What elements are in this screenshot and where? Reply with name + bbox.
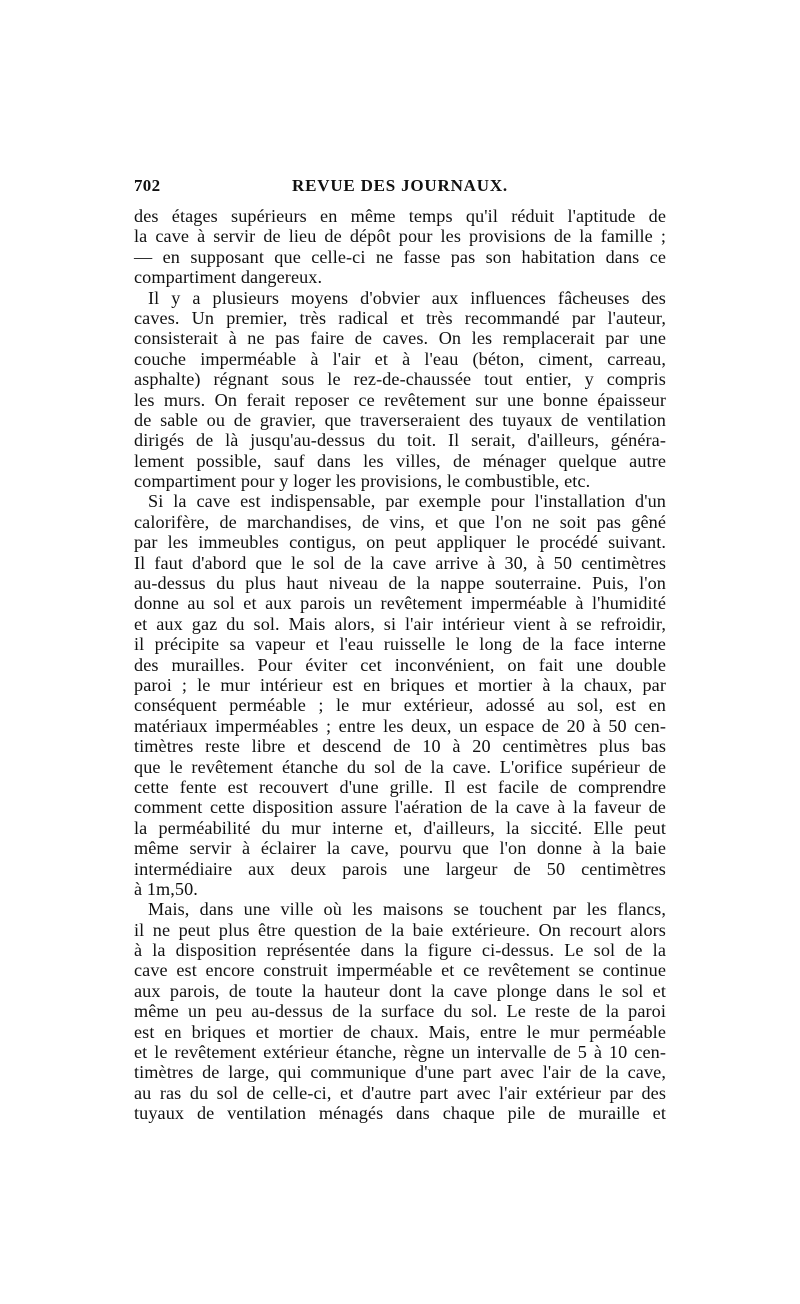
text-line: et aux gaz du sol. Mais alors, si l'air intérieur vient à se refroidir, xyxy=(134,613,666,634)
text-line: au-dessus du plus haut niveau de la nappe souterraine. Puis, l'on xyxy=(134,573,666,594)
text-line: Il faut d'abord que le sol de la cave arrive à 30, à 50 centimètres xyxy=(134,552,666,573)
text-line: timètres de large, qui communique d'une part avec l'air de la cave, xyxy=(134,1062,666,1083)
page-header xyxy=(134,176,666,200)
running-title: REVUE DES JOURNAUX. xyxy=(292,176,508,195)
text-line: cave est encore construit imperméable et ce revêtement se continue xyxy=(134,960,666,981)
text-line: que le revêtement étanche du sol de la cave. L'orifice supérieur de xyxy=(134,756,666,777)
text-line: caves. Un premier, très radical et très recommandé par l'auteur, xyxy=(134,307,666,328)
text-line: paroi ; le mur intérieur est en briques et mortier à la chaux, par xyxy=(134,674,666,695)
text-line: de sable ou de gravier, que traverseraient des tuyaux de ventilation xyxy=(134,409,666,430)
text-line: il précipite sa vapeur et l'eau ruisselle le long de la face interne xyxy=(134,634,666,655)
text-line: à 1m,50. xyxy=(134,878,198,899)
text-line: compartiment pour y loger les provisions, le combustible, etc. xyxy=(134,471,591,492)
text-line: Si la cave est indispensable, par exemple pour l'installation d'un xyxy=(148,491,666,512)
text-line: donne au sol et aux parois un revêtement imperméable à l'humidité xyxy=(134,593,666,614)
text-line: et le revêtement extérieur étanche, règne un intervalle de 5 à 10 cen- xyxy=(134,1042,666,1063)
text-line: il ne peut plus être question de la baie extérieure. On recourt alors xyxy=(134,919,666,940)
text-line: couche imperméable à l'air et à l'eau (béton, ciment, carreau, xyxy=(134,348,666,369)
article-body xyxy=(134,206,666,1124)
text-line: matériaux imperméables ; entre les deux, un espace de 20 à 50 cen- xyxy=(134,715,666,736)
text-line: même un peu au-dessus de la surface du sol. Le reste de la paroi xyxy=(134,1001,666,1022)
text-line: aux parois, de toute la hauteur dont la cave plonge dans le sol et xyxy=(134,980,666,1001)
text-line: à la disposition représentée dans la figure ci-dessus. Le sol de la xyxy=(134,940,666,961)
text-line: intermédiaire aux deux parois une largeur de 50 centimètres xyxy=(134,858,666,879)
text-line: conséquent perméable ; le mur extérieur, adossé au sol, est en xyxy=(134,695,666,716)
page-number: 702 xyxy=(134,176,161,195)
text-line: timètres reste libre et descend de 10 à 20 centimètres plus bas xyxy=(134,736,666,757)
text-line: tuyaux de ventilation ménagés dans chaque pile de muraille et xyxy=(134,1103,666,1124)
text-line: des murailles. Pour éviter cet inconvénient, on fait une double xyxy=(134,654,666,675)
text-line: asphalte) régnant sous le rez-de-chaussée tout entier, y compris xyxy=(134,369,666,390)
text-line: cette fente est recouvert d'une grille. Il est facile de comprendre xyxy=(134,776,666,797)
text-line: la cave à servir de lieu de dépôt pour les provisions de la famille ; xyxy=(134,226,666,247)
text-line: la perméabilité du mur interne et, d'ailleurs, la siccité. Elle peut xyxy=(134,817,666,838)
text-line: même servir à éclairer la cave, pourvu que l'on donne à la baie xyxy=(134,838,666,859)
text-line: Il y a plusieurs moyens d'obvier aux influences fâcheuses des xyxy=(148,287,666,308)
text-line: par les immeubles contigus, on peut appliquer le procédé suivant. xyxy=(134,532,666,553)
text-line: comment cette disposition assure l'aération de la cave à la faveur de xyxy=(134,797,666,818)
text-line: au ras du sol de celle-ci, et d'autre part avec l'air extérieur par des xyxy=(134,1082,666,1103)
text-line: des étages supérieurs en même temps qu'il réduit l'aptitude de xyxy=(134,206,666,226)
text-line: compartiment dangereux. xyxy=(134,267,323,288)
text-line: consisterait à ne pas faire de caves. On les remplacerait par une xyxy=(134,328,666,349)
text-line: calorifère, de marchandises, de vins, et que l'on ne soit pas gêné xyxy=(134,511,666,532)
text-line: est en briques et mortier de chaux. Mais, entre le mur perméable xyxy=(134,1021,666,1042)
text-line: les murs. On ferait reposer ce revêtement sur une bonne épaisseur xyxy=(134,389,666,410)
text-line: — en supposant que celle-ci ne fasse pas son habitation dans ce xyxy=(134,246,666,267)
text-line: Mais, dans une ville où les maisons se touchent par les flancs, xyxy=(148,899,666,920)
text-line: lement possible, sauf dans les villes, de ménager quelque autre xyxy=(134,450,666,471)
text-line: dirigés de là jusqu'au-dessus du toit. Il serait, d'ailleurs, généra- xyxy=(134,430,666,451)
